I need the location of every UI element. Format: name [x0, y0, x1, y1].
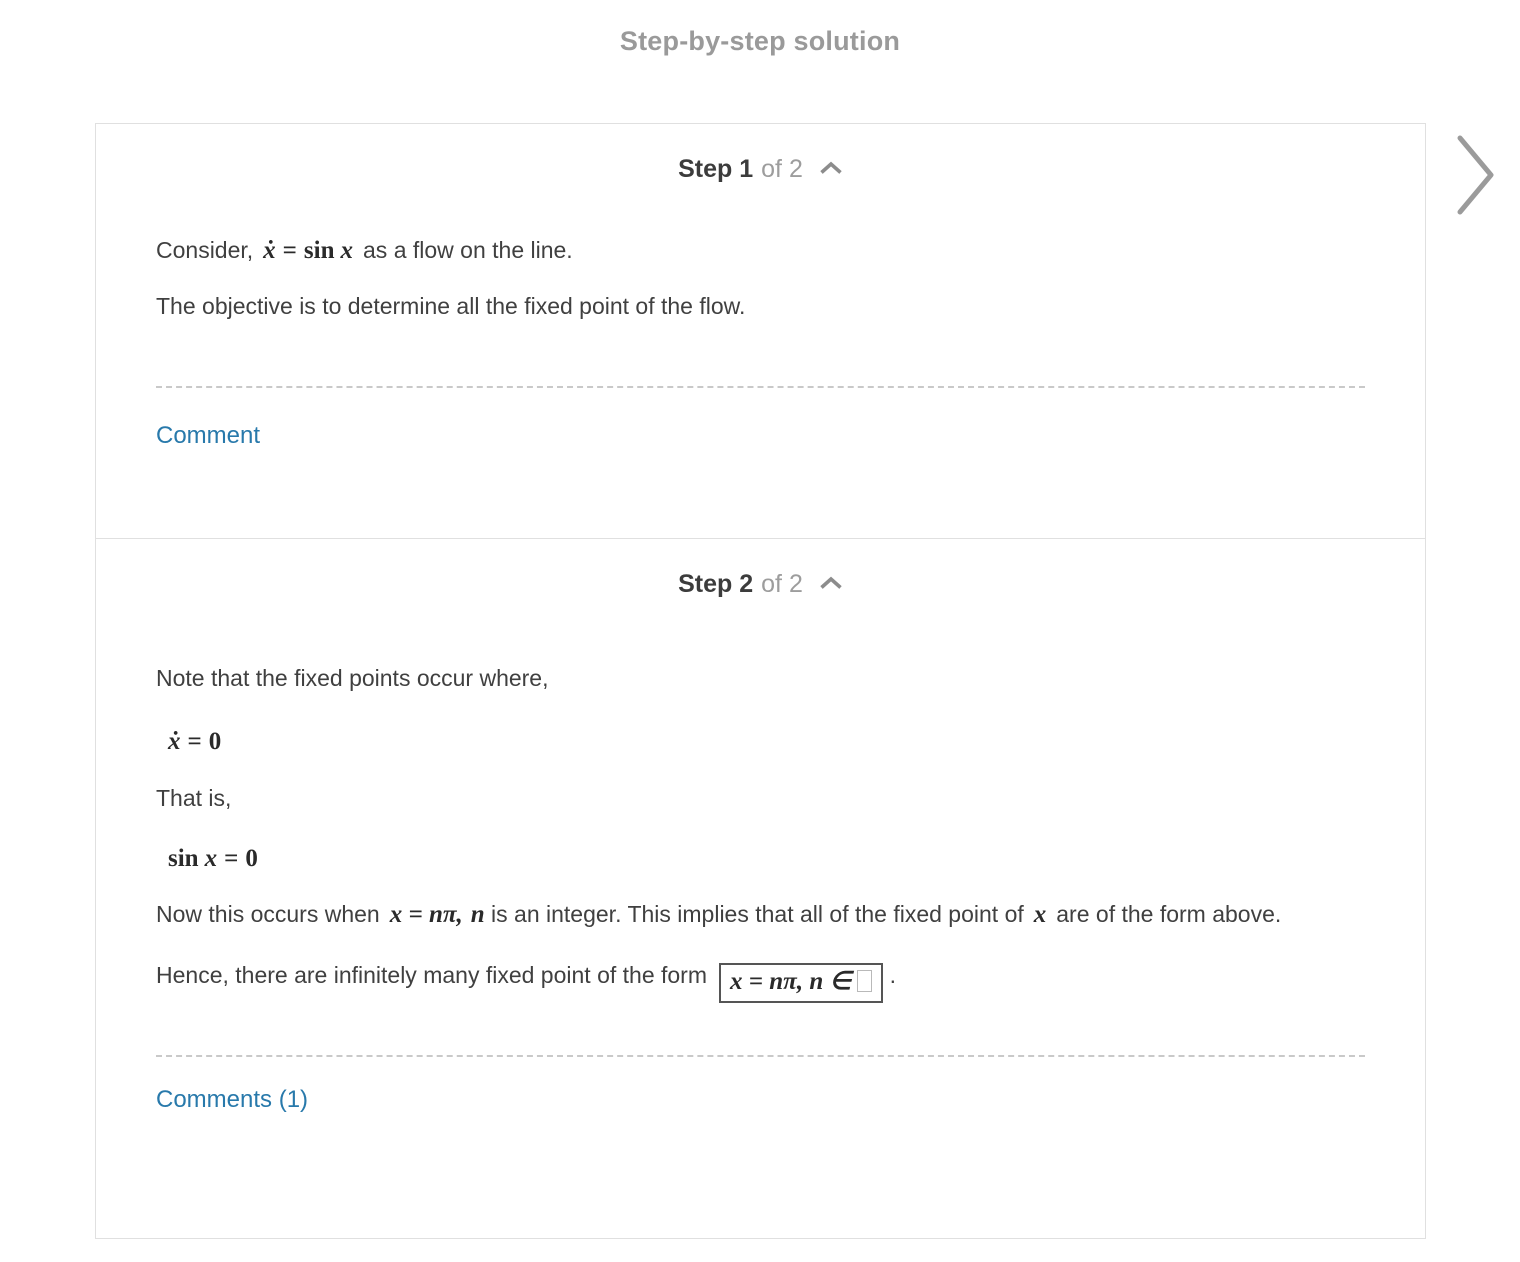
chevron-right-icon — [1454, 206, 1498, 221]
step-2-section — [96, 538, 1425, 1238]
step-2-of-label: of 2 — [761, 570, 803, 598]
step-1-collapse-button[interactable] — [819, 161, 843, 178]
comment-link[interactable]: Comment — [156, 422, 261, 449]
math-xdot-eq-sinx: ẋ = sin x — [263, 237, 354, 264]
math-n: n — [470, 901, 485, 928]
dashed-divider — [156, 1055, 1365, 1057]
dashed-divider — [156, 386, 1365, 388]
consider-sentence — [156, 229, 1365, 272]
solution-card — [95, 123, 1426, 1239]
hence-sentence — [156, 954, 1365, 1003]
that-is-sentence: That is, — [156, 785, 232, 811]
note-sentence: Note that the fixed points occur where, — [156, 665, 549, 691]
objective-sentence: The objective is to determine all the fixed point of the flow. — [156, 293, 746, 319]
page-title: Step-by-step solution — [619, 26, 901, 56]
step-1-label: Step 1 — [678, 155, 754, 183]
hence-period: . — [889, 962, 897, 988]
chevron-up-icon — [819, 578, 843, 593]
consider-suffix: as a flow on the line. — [363, 237, 573, 263]
step-2-header — [156, 539, 1365, 599]
boxed-answer: x = nπ, n ∈ — [719, 963, 883, 1003]
step-1-of-label: of 2 — [761, 155, 803, 183]
occurs-prefix: Now this occurs when — [156, 901, 380, 927]
math-xdot-eq-0: ẋ = 0 — [168, 728, 222, 755]
occurs-sentence — [156, 893, 1365, 936]
math-x-eq-npi: x = nπ, — [389, 901, 463, 928]
occurs-suffix: are of the form above. — [1056, 901, 1282, 927]
step-1-header — [156, 124, 1365, 184]
math-sinx-eq-0: sin x = 0 — [168, 845, 258, 872]
missing-glyph-box — [857, 970, 872, 992]
step-2-collapse-button[interactable] — [819, 576, 843, 593]
next-step-button[interactable] — [1454, 132, 1498, 218]
occurs-mid: is an integer. This implies that all of the fixed point of — [491, 901, 1024, 927]
hence-prefix: Hence, there are infinitely many fixed point of the form — [156, 962, 708, 988]
consider-prefix: Consider, — [156, 237, 254, 263]
comments-link[interactable]: Comments (1) — [156, 1086, 309, 1113]
step-2-label: Step 2 — [678, 570, 754, 598]
math-x: x — [1033, 901, 1047, 928]
step-1-section — [96, 124, 1425, 538]
chevron-up-icon — [819, 163, 843, 178]
